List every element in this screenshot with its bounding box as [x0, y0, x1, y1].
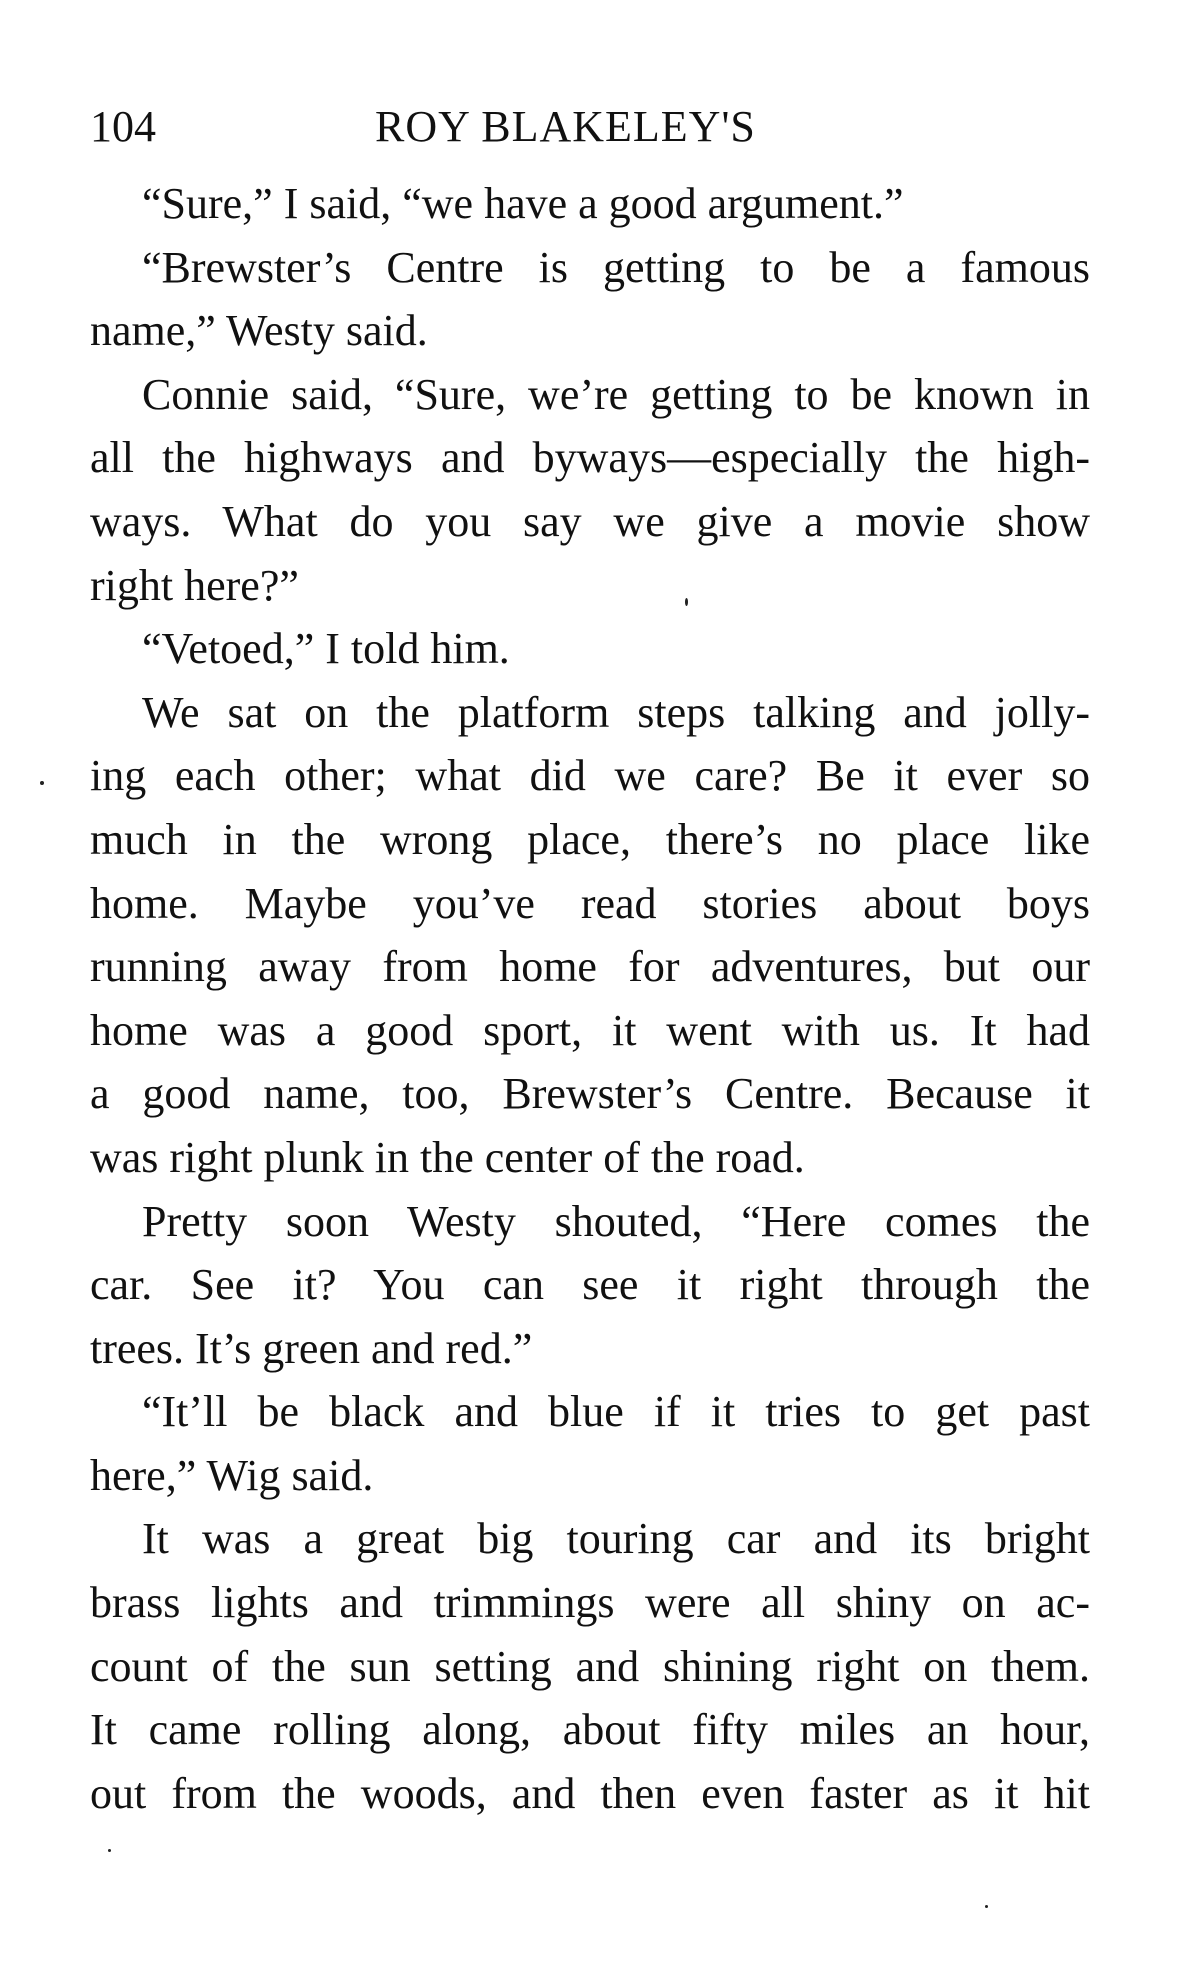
text-line: car. See it? You can see it right through the — [90, 1260, 1090, 1310]
text-line: here,” Wig said. — [90, 1450, 374, 1500]
print-speck — [108, 1849, 111, 1852]
text-line: “Brewster’s Centre is getting to be a famous — [142, 242, 1090, 292]
page-number: 104 — [90, 102, 156, 151]
text-line: “It’ll be black and blue if it tries to get past — [142, 1387, 1090, 1437]
page-header — [90, 92, 1090, 162]
text-line: It was a great big touring car and its bright — [142, 1514, 1090, 1564]
print-speck — [40, 781, 44, 785]
text-line: running away from home for adventures, but our — [90, 942, 1090, 992]
print-speck — [985, 1905, 988, 1908]
text-line: a good name, too, Brewster’s Centre. Because it — [90, 1069, 1090, 1119]
text-line: home was a good sport, it went with us. It had — [90, 1005, 1090, 1055]
text-line: out from the woods, and then even faster as it hit — [90, 1768, 1090, 1818]
text-line: ing each other; what did we care? Be it ever so — [90, 751, 1090, 801]
text-line: ways. What do you say we give a movie show — [90, 496, 1090, 546]
body-text — [90, 172, 1090, 1825]
print-speck — [685, 598, 688, 606]
text-line: Pretty soon Westy shouted, “Here comes the — [142, 1196, 1090, 1246]
text-line: It came rolling along, about fifty miles an hour, — [90, 1705, 1090, 1755]
text-line: right here?” — [90, 560, 299, 610]
text-line: trees. It’s green and red.” — [90, 1323, 533, 1373]
text-line: much in the wrong place, there’s no place like — [90, 814, 1090, 864]
running-head: ROY BLAKELEY'S — [375, 102, 756, 151]
text-line: name,” Westy said. — [90, 306, 428, 356]
text-line: home. Maybe you’ve read stories about boys — [90, 878, 1090, 928]
text-line: “Vetoed,” I told him. — [142, 624, 510, 674]
text-line: count of the sun setting and shining right on them. — [90, 1641, 1090, 1691]
text-line: We sat on the platform steps talking and jolly- — [142, 687, 1090, 737]
text-line: was right plunk in the center of the road. — [90, 1132, 805, 1182]
text-line: “Sure,” I said, “we have a good argument.” — [142, 179, 904, 228]
text-line: Connie said, “Sure, we’re getting to be known in — [142, 369, 1090, 419]
text-line: all the highways and byways—especially the high- — [90, 433, 1090, 483]
text-line: brass lights and trimmings were all shiny on ac- — [90, 1578, 1090, 1628]
